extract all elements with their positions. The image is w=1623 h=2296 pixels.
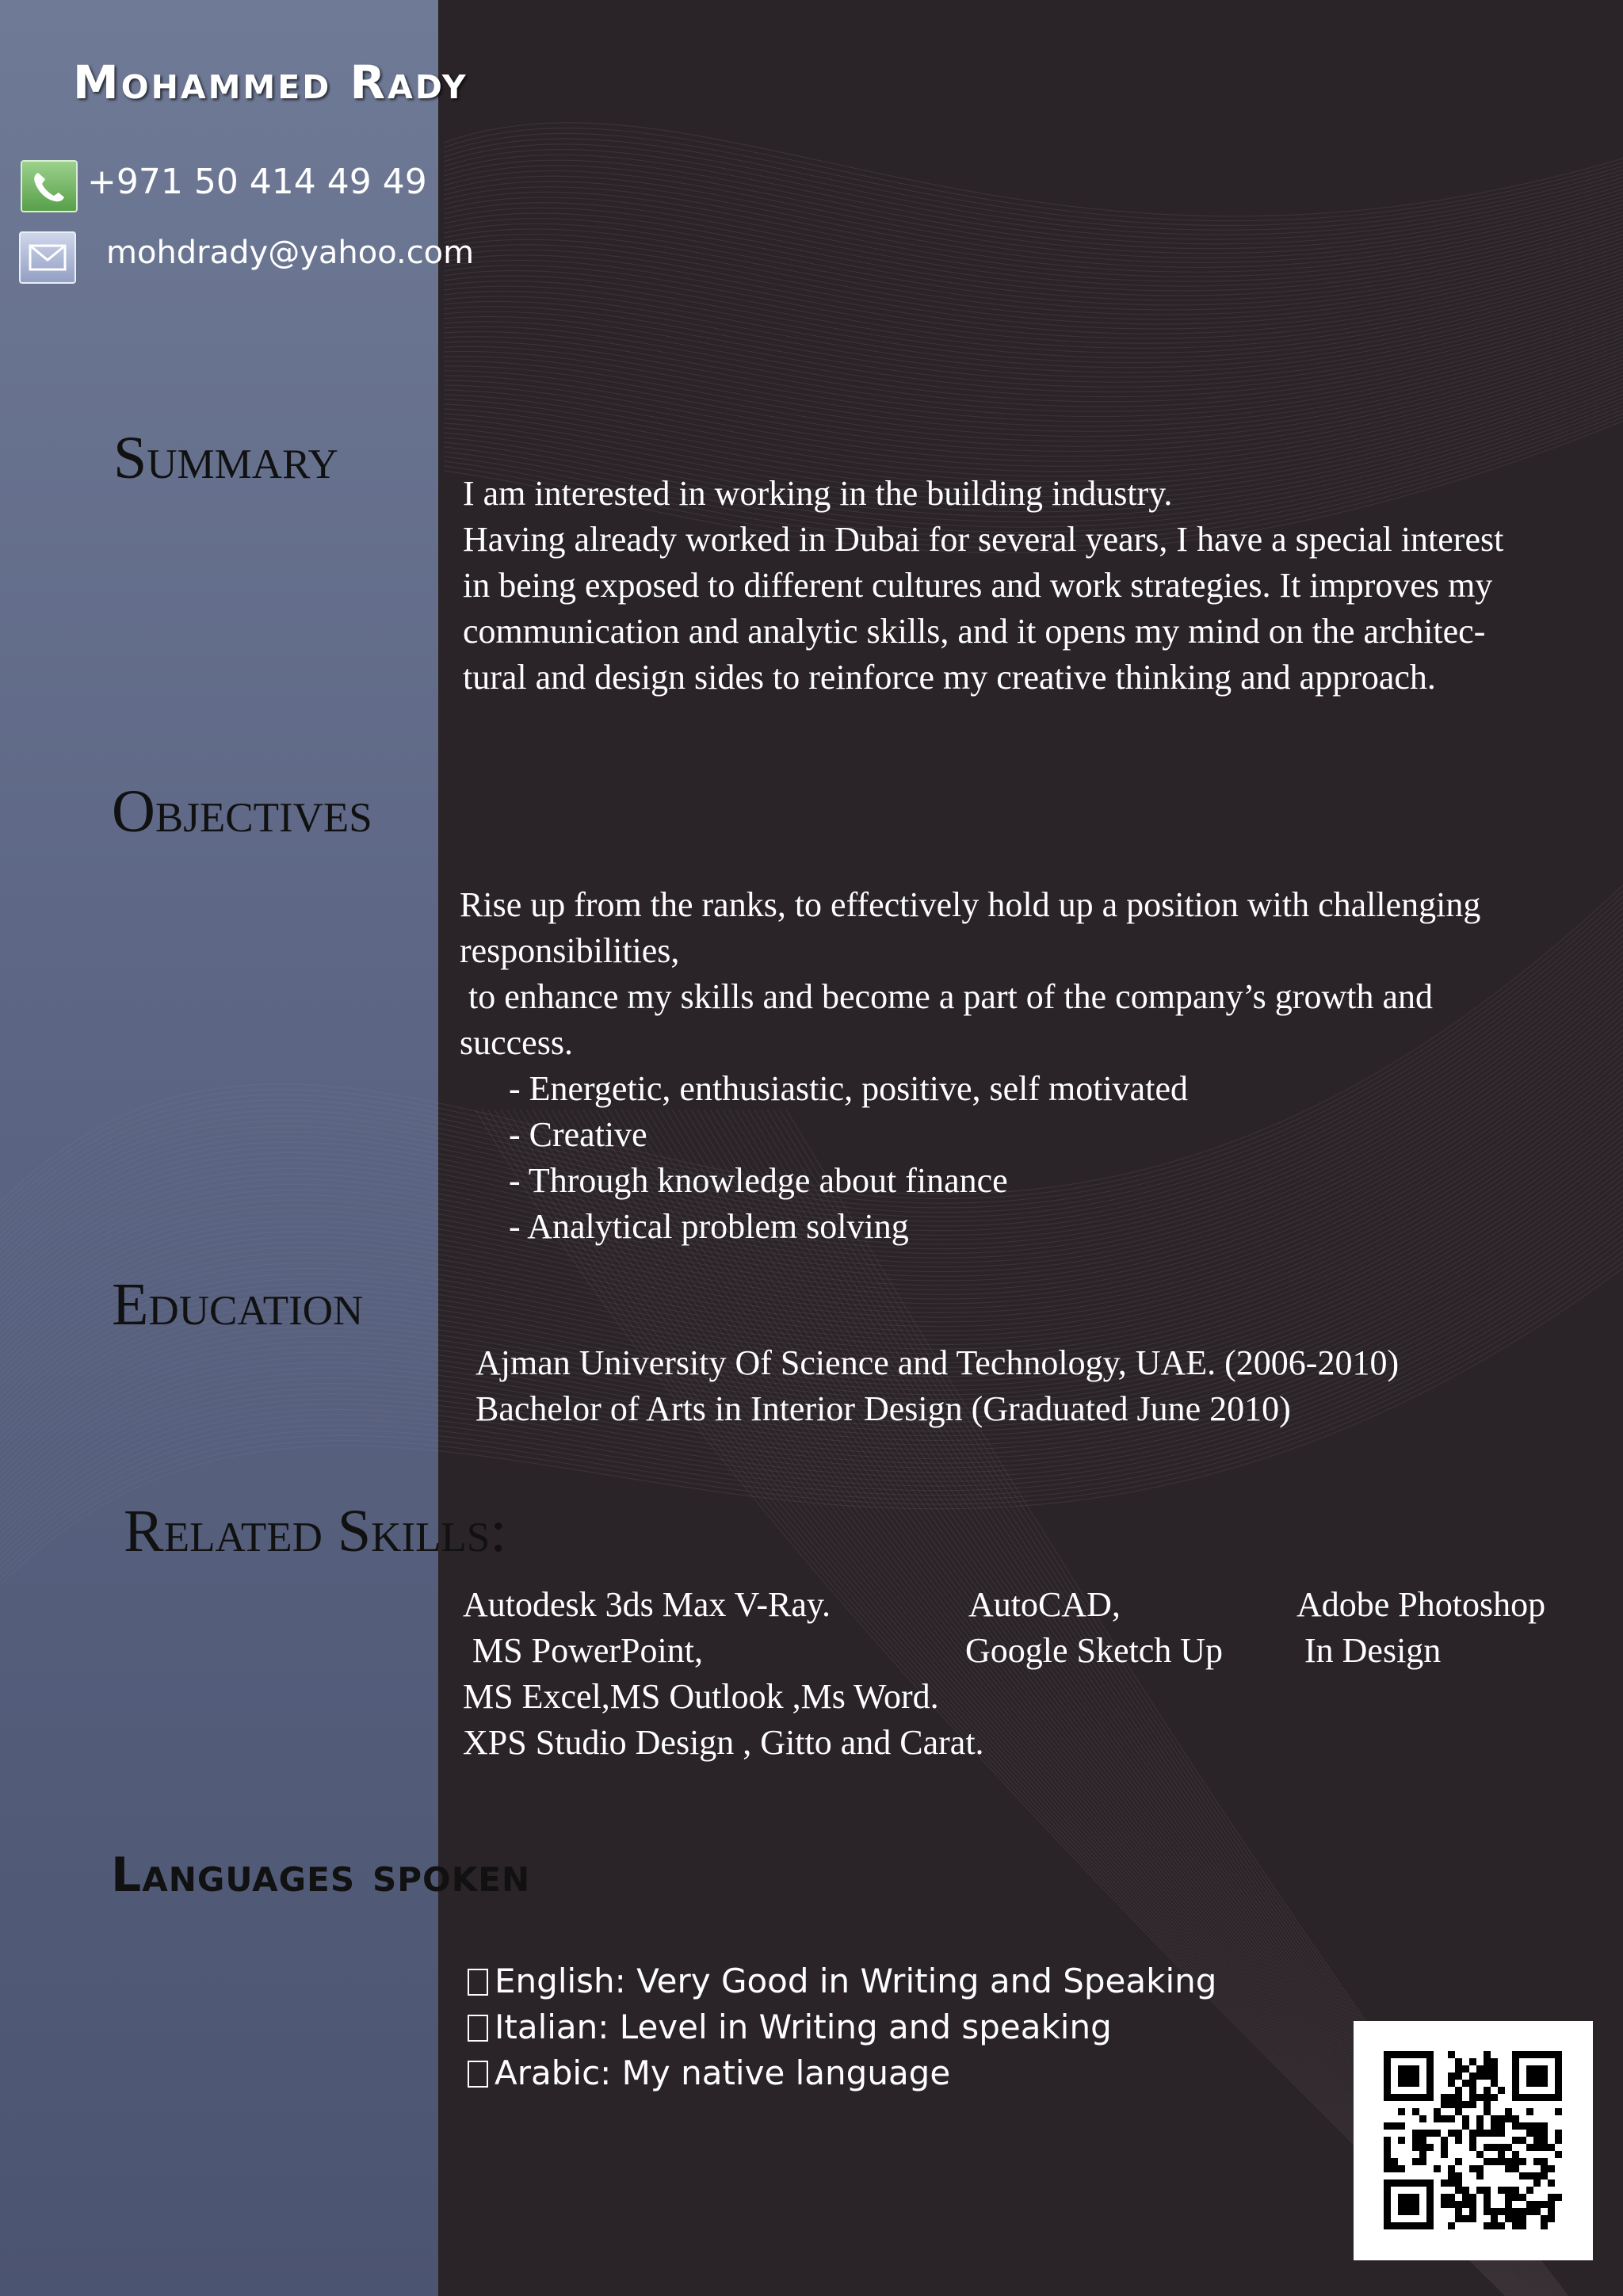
objectives-bullet: - Creative bbox=[509, 1115, 647, 1154]
skill-item: In Design bbox=[1304, 1631, 1442, 1670]
summary-heading: Summary bbox=[113, 425, 338, 491]
bullet-box-icon bbox=[468, 1969, 488, 1996]
objectives-line: to enhance my skills and become a part of the company’s growth and bbox=[460, 977, 1433, 1016]
qr-code-icon bbox=[1354, 2021, 1593, 2260]
objectives-line: success. bbox=[460, 1023, 573, 1062]
mail-icon bbox=[19, 231, 76, 284]
bullet-box-icon bbox=[468, 2015, 488, 2042]
objectives-text bbox=[460, 882, 1480, 1250]
objectives-bullet: - Through knowledge about finance bbox=[509, 1161, 1008, 1200]
education-line: Ajman University Of Science and Technology, UAE. (2006-2010) bbox=[475, 1343, 1400, 1382]
objectives-heading: Objectives bbox=[112, 778, 372, 845]
education-line: Bachelor of Arts in Interior Design (Graduated June 2010) bbox=[475, 1389, 1291, 1428]
skills-row bbox=[463, 1674, 1604, 1720]
skill-item: AutoCAD, bbox=[968, 1585, 1121, 1624]
objectives-line: Rise up from the ranks, to effectively hold up a position with challenging bbox=[460, 885, 1481, 924]
language-item: Italian: Level in Writing and speaking bbox=[468, 2004, 1216, 2050]
skills-row bbox=[463, 1582, 1604, 1628]
skill-item: MS Excel,MS Outlook ,Ms Word. bbox=[463, 1677, 939, 1716]
skill-item: XPS Studio Design , Gitto and Carat. bbox=[463, 1723, 984, 1762]
summary-line: communication and analytic skills, and it opens my mind on the architec- bbox=[463, 612, 1486, 651]
skill-item: Google Sketch Up bbox=[965, 1631, 1224, 1670]
summary-line: Having already worked in Dubai for several years, I have a special interest bbox=[463, 520, 1504, 559]
education-heading: Education bbox=[112, 1271, 364, 1338]
summary-text bbox=[463, 471, 1503, 701]
bullet-box-icon bbox=[468, 2061, 488, 2088]
skills-row bbox=[463, 1628, 1604, 1674]
skills-list bbox=[463, 1582, 1604, 1766]
objectives-line: responsibilities, bbox=[460, 931, 680, 970]
phone-icon bbox=[21, 160, 78, 212]
language-item: Arabic: My native language bbox=[468, 2050, 1216, 2096]
objectives-bullet: - Analytical problem solving bbox=[509, 1207, 909, 1246]
languages-heading: Languages spoken bbox=[111, 1847, 531, 1903]
candidate-name: Mohammed Rady bbox=[73, 55, 468, 109]
summary-line: in being exposed to different cultures and work strategies. It improves my bbox=[463, 566, 1493, 605]
skills-row bbox=[463, 1720, 1604, 1766]
languages-list bbox=[468, 1958, 1216, 2096]
skills-heading: Related Skills: bbox=[124, 1498, 507, 1564]
skill-item: Autodesk 3ds Max V-Ray. bbox=[463, 1585, 831, 1624]
skill-item: Adobe Photoshop bbox=[1296, 1585, 1546, 1624]
phone-number[interactable]: +971 50 414 49 49 bbox=[87, 162, 427, 202]
education-text bbox=[475, 1340, 1399, 1432]
objectives-bullet: - Energetic, enthusiastic, positive, self motivated bbox=[509, 1069, 1188, 1108]
skill-item: MS PowerPoint, bbox=[472, 1631, 703, 1670]
summary-line: tural and design sides to reinforce my creative thinking and approach. bbox=[463, 658, 1436, 697]
email-address[interactable]: mohdrady@yahoo.com bbox=[106, 235, 475, 271]
summary-line: I am interested in working in the building industry. bbox=[463, 474, 1173, 513]
language-item: English: Very Good in Writing and Speaking bbox=[468, 1958, 1216, 2004]
